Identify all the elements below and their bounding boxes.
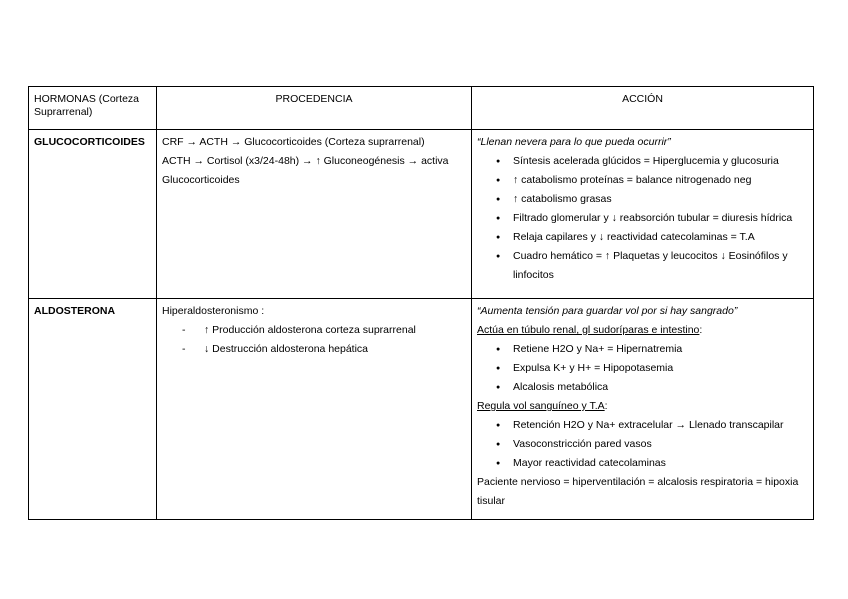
action-cell <box>472 299 814 520</box>
table-row-aldosterona <box>29 299 814 520</box>
list-item: ● Síntesis acelerada glúcidos = Hiperglucemia y glucosuria <box>513 152 808 171</box>
list-item: ● Relaja capilares y ↓ reactividad catecolaminas = T.A <box>513 228 808 247</box>
origin-line: CRF → ACTH → Glucocorticoides (Corteza suprarrenal) <box>162 136 425 148</box>
list-item: ● Expulsa K+ y H+ = Hipopotasemia <box>513 359 808 378</box>
origin-list <box>162 321 466 359</box>
action-list <box>477 152 808 285</box>
hormone-name: GLUCOCORTICOIDES <box>29 130 157 299</box>
list-item: ● Vasoconstricción pared vasos <box>513 435 808 454</box>
action-note: Paciente nervioso = hiperventilación = alcalosis respiratoria = hipoxia tisular <box>477 476 799 507</box>
list-item: ● Cuadro hemático = ↑ Plaquetas y leucocitos ↓ Eosinófilos y linfocitos <box>513 247 808 285</box>
action-list <box>477 340 808 397</box>
hormone-table <box>28 86 814 520</box>
header-procedencia: PROCEDENCIA <box>157 87 472 130</box>
action-quote: “Llenan nevera para lo que pueda ocurrir” <box>477 136 671 148</box>
table-row-glucocorticoides <box>29 130 814 299</box>
header-hormonas: HORMONAS (Corteza Suprarrenal) <box>29 87 157 130</box>
table-header-row <box>29 87 814 130</box>
list-item: ● ↑ catabolismo proteínas = balance nitrogenado neg <box>513 171 808 190</box>
action-quote: “Aumenta tensión para guardar vol por si hay sangrado” <box>477 305 738 317</box>
action-cell <box>472 130 814 299</box>
section-title: Actúa en túbulo renal, gl sudoríparas e intestino: <box>477 324 703 336</box>
header-accion: ACCIÓN <box>472 87 814 130</box>
action-list <box>477 416 808 473</box>
list-item: ● Alcalosis metabólica <box>513 378 808 397</box>
origin-cell <box>157 299 472 520</box>
list-item: ● Retención H2O y Na+ extracelular → Llenado transcapilar <box>513 416 808 435</box>
hormone-name: ALDOSTERONA <box>29 299 157 520</box>
list-item: ● Filtrado glomerular y ↓ reabsorción tubular = diuresis hídrica <box>513 209 808 228</box>
list-item: ● Mayor reactividad catecolaminas <box>513 454 808 473</box>
list-item: ● ↑ catabolismo grasas <box>513 190 808 209</box>
list-item: - ↑ Producción aldosterona corteza suprarrenal <box>204 321 466 340</box>
origin-cell <box>157 130 472 299</box>
origin-title: Hiperaldosteronismo : <box>162 305 265 317</box>
origin-line: ACTH → Cortisol (x3/24-48h) → ↑ Gluconeogénesis → activa Glucocorticoides <box>162 155 449 186</box>
list-item: - ↓ Destrucción aldosterona hepática <box>204 340 466 359</box>
section-title: Regula vol sanguíneo y T.A: <box>477 400 608 412</box>
list-item: ● Retiene H2O y Na+ = Hipernatremia <box>513 340 808 359</box>
